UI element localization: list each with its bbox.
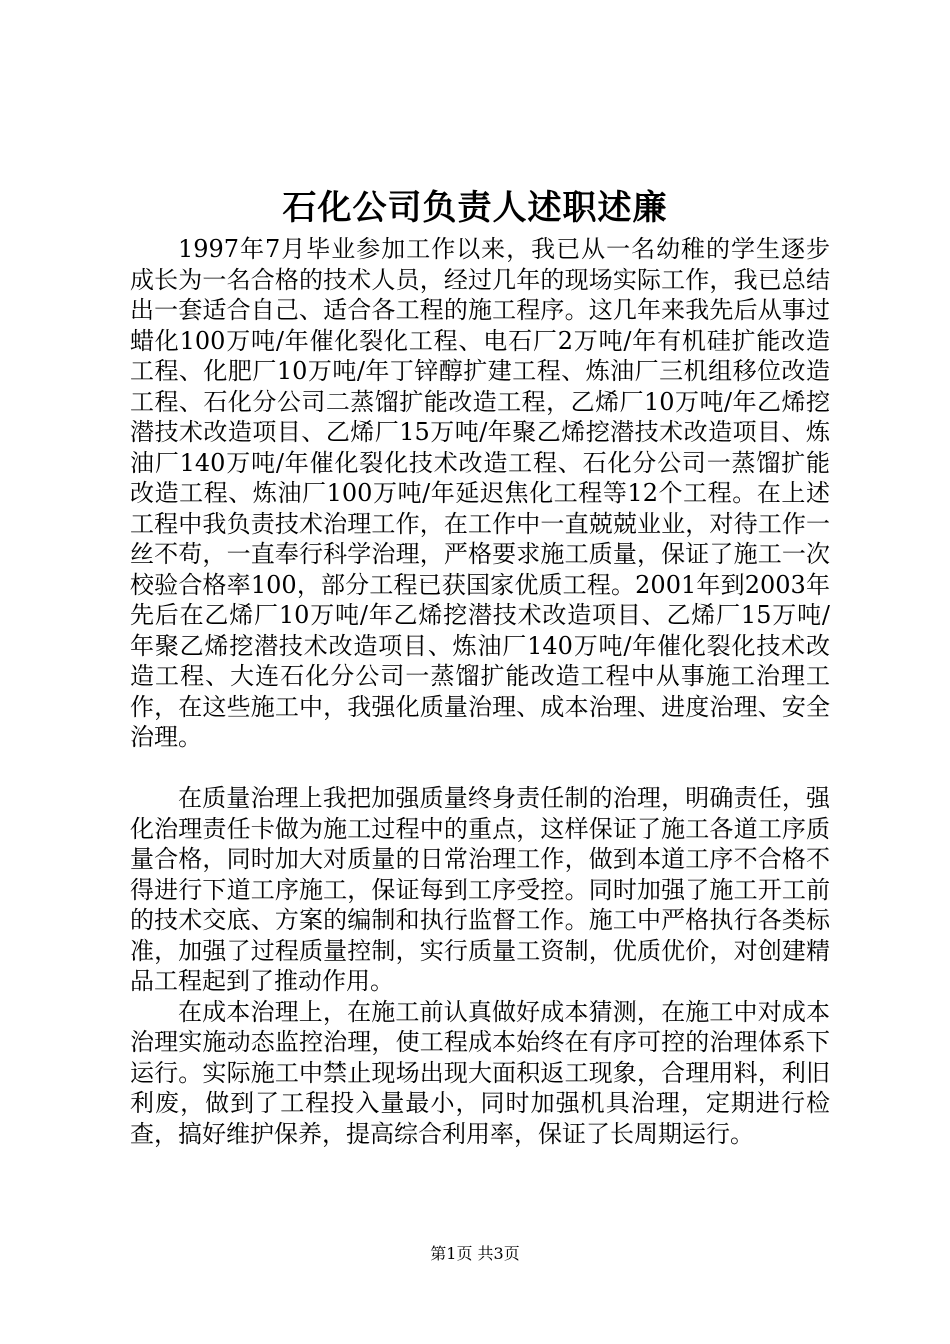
page-footer: 第1页 共3页 [430, 1244, 520, 1263]
document-body [130, 234, 830, 1149]
paragraph-3: 在成本治理上，在施工前认真做好成本猜测，在施工中对成本治理实施动态监控治理，使工程成本始终在有序可控的治理体系下运行。实际施工中禁止现场出现大面积返工现象，合理用料，利旧利废，做到了工程投入量最小，同时加强机具治理，定期进行检查，搞好维护保养，提高综合利用率，保证了长周期运行。 [130, 997, 830, 1148]
document-title: 石化公司负责人述职述廉 [282, 188, 668, 228]
paragraph-2: 在质量治理上我把加强质量终身责任制的治理，明确责任，强化治理责任卡做为施工过程中的重点，这样保证了施工各道工序质量合格，同时加大对质量的日常治理工作，做到本道工序不合格不得进行下道工序施工，保证每到工序受控。同时加强了施工开工前的技术交底、方案的编制和执行监督工作。施工中严格执行各类标准，加强了过程质量控制，实行质量工资制，优质优价，对创建精品工程起到了推动作用。 [130, 784, 830, 995]
paragraph-1: 1997年7月毕业参加工作以来，我已从一名幼稚的学生逐步成长为一名合格的技术人员，经过几年的现场实际工作，我已总结出一套适合自己、适合各工程的施工程序。这几年来我先后从事过蜡化100万吨/年催化裂化工程、电石厂2万吨/年有机硅扩能改造工程、化肥厂10万吨/年丁锌醇扩建工程、炼油厂三机组移位改造工程、石化分公司二蒸馏扩能改造工程，乙烯厂10万吨/年乙烯挖潜技术改造项目、乙烯厂15万吨/年聚乙烯挖潜技术改造项目、炼油厂140万吨/年催化裂化技术改造工程、石化分公司一蒸馏扩能改造工程、炼油厂100万吨/年延迟焦化工程等12个工程。在上述工程中我负责技术治理工作，在工作中一直兢兢业业，对待工作一丝不苟，一直奉行科学治理，严格要求施工质量，保证了施工一次校验合格率100，部分工程已获国家优质工程。2001年到2003年先后在乙烯厂10万吨/年乙烯挖潜技术改造项目、乙烯厂15万吨/年聚乙烯挖潜技术改造项目、炼油厂140万吨/年催化裂化技术改造工程、大连石化分公司一蒸馏扩能改造工程中从事施工治理工作，在这些施工中，我强化质量治理、成本治理、进度治理、安全治理。 [130, 235, 830, 751]
